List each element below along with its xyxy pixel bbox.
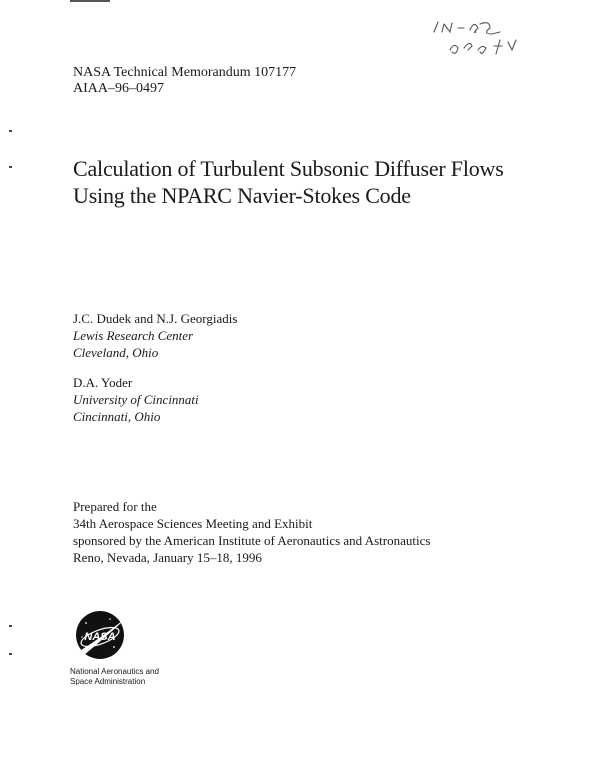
- prepared-for-block: [73, 498, 430, 566]
- margin-tick: [9, 653, 12, 655]
- agency-line-2: Space Administration: [70, 677, 146, 686]
- prepared-line: Prepared for the: [73, 499, 157, 514]
- author-block-1: [73, 310, 237, 361]
- conference-name: 34th Aerospace Sciences Meeting and Exhibit: [73, 516, 313, 531]
- author-names: J.C. Dudek and N.J. Georgiadis: [73, 311, 238, 326]
- author-affiliation: University of Cincinnati: [73, 392, 199, 407]
- margin-tick: [9, 130, 12, 132]
- agency-name: [70, 667, 159, 687]
- agency-line-1: National Aeronautics and: [70, 667, 159, 676]
- nasa-logo: [70, 607, 134, 663]
- aiaa-number: AIAA–96–0497: [73, 81, 164, 96]
- author-location: Cleveland, Ohio: [73, 345, 159, 360]
- title-line-2: Using the NPARC Navier-Stokes Code: [73, 183, 411, 208]
- margin-tick: [9, 625, 12, 627]
- nasa-logo-text: NASA: [84, 631, 116, 643]
- author-block-2: [73, 374, 199, 425]
- author-names: D.A. Yoder: [73, 375, 133, 390]
- margin-tick: [9, 166, 12, 168]
- author-location: Cincinnati, Ohio: [73, 409, 161, 424]
- top-edge-mark: [70, 0, 110, 2]
- author-affiliation: Lewis Research Center: [73, 328, 194, 343]
- sponsor-line: sponsored by the American Institute of Aeronautics and Astronautics: [73, 533, 431, 548]
- memo-number: NASA Technical Memorandum 107177: [73, 65, 297, 80]
- document-title: [73, 155, 573, 209]
- handwritten-annotation: [422, 10, 532, 62]
- conference-location-date: Reno, Nevada, January 15–18, 1996: [73, 550, 262, 565]
- title-line-1: Calculation of Turbulent Subsonic Diffuser Flows: [73, 156, 504, 181]
